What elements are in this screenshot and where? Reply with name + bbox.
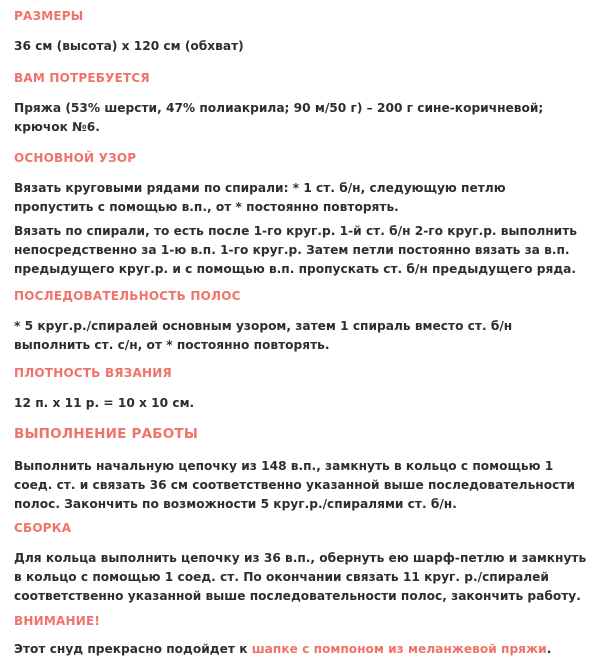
work-text: Выполнить начальную цепочку из 148 в.п., замкнуть в кольцо с помощью 1 соед. ст. и связать 36 см соответственно указанной выше последовательности полос. Закончить по возможности 5 круг.р./спиралями ст. б/н. [14, 459, 575, 511]
stripes-text: * 5 круг.р./спиралей основным узором, затем 1 спираль вместо ст. б/н выполнить ст. с/н, от * постоянно повторять. [14, 319, 513, 352]
sizes-heading: РАЗМЕРЫ [14, 9, 84, 23]
main-pattern-heading: ОСНОВНОЙ УЗОР [14, 151, 137, 165]
sizes-text: 36 см (высота) х 120 см (обхват) [14, 39, 244, 53]
materials-heading: ВАМ ПОТРЕБУЕТСЯ [14, 71, 150, 85]
assembly-text: Для кольца выполнить цепочку из 36 в.п., обернуть ею шарф-петлю и замкнуть в кольцо с помощью 1 соед. ст. По окончании связать 11 круг. р./спиралей соответственно указанной выше последовательности полос, закончить работу. [14, 551, 587, 603]
materials-text: Пряжа (53% шерсти, 47% полиакрила; 90 м/50 г) – 200 г сине-коричневой; крючок №6. [14, 101, 544, 134]
work-heading: ВЫПОЛНЕНИЕ РАБОТЫ [14, 426, 199, 442]
hat-pompom-link[interactable]: шапке с помпоном из меланжевой пряжи [251, 642, 547, 656]
gauge-heading: ПЛОТНОСТЬ ВЯЗАНИЯ [14, 366, 172, 380]
attention-text [14, 640, 588, 659]
main-pattern-text-1: Вязать круговыми рядами по спирали: * 1 ст. б/н, следующую петлю пропустить с помощью в.п., от * постоянно повторять. [14, 181, 506, 214]
attention-heading: ВНИМАНИЕ! [14, 614, 101, 628]
stripes-heading: ПОСЛЕДОВАТЕЛЬНОСТЬ ПОЛОС [14, 289, 241, 303]
attention-text-before: Этот снуд прекрасно подойдет к [14, 642, 252, 656]
attention-text-after: . [546, 642, 552, 656]
gauge-text: 12 п. х 11 р. = 10 х 10 см. [14, 396, 195, 410]
main-pattern-text-2: Вязать по спирали, то есть после 1-го круг.р. 1-й ст. б/н 2-го круг.р. выполнить непосредственно за 1-ю в.п. 1-го круг.р. Затем петли постоянно вязать за в.п. предыдущего круг.р. и с помощью в.п. пропускать ст. б/н предыдущего ряда. [14, 224, 577, 276]
assembly-heading: СБОРКА [14, 521, 72, 535]
